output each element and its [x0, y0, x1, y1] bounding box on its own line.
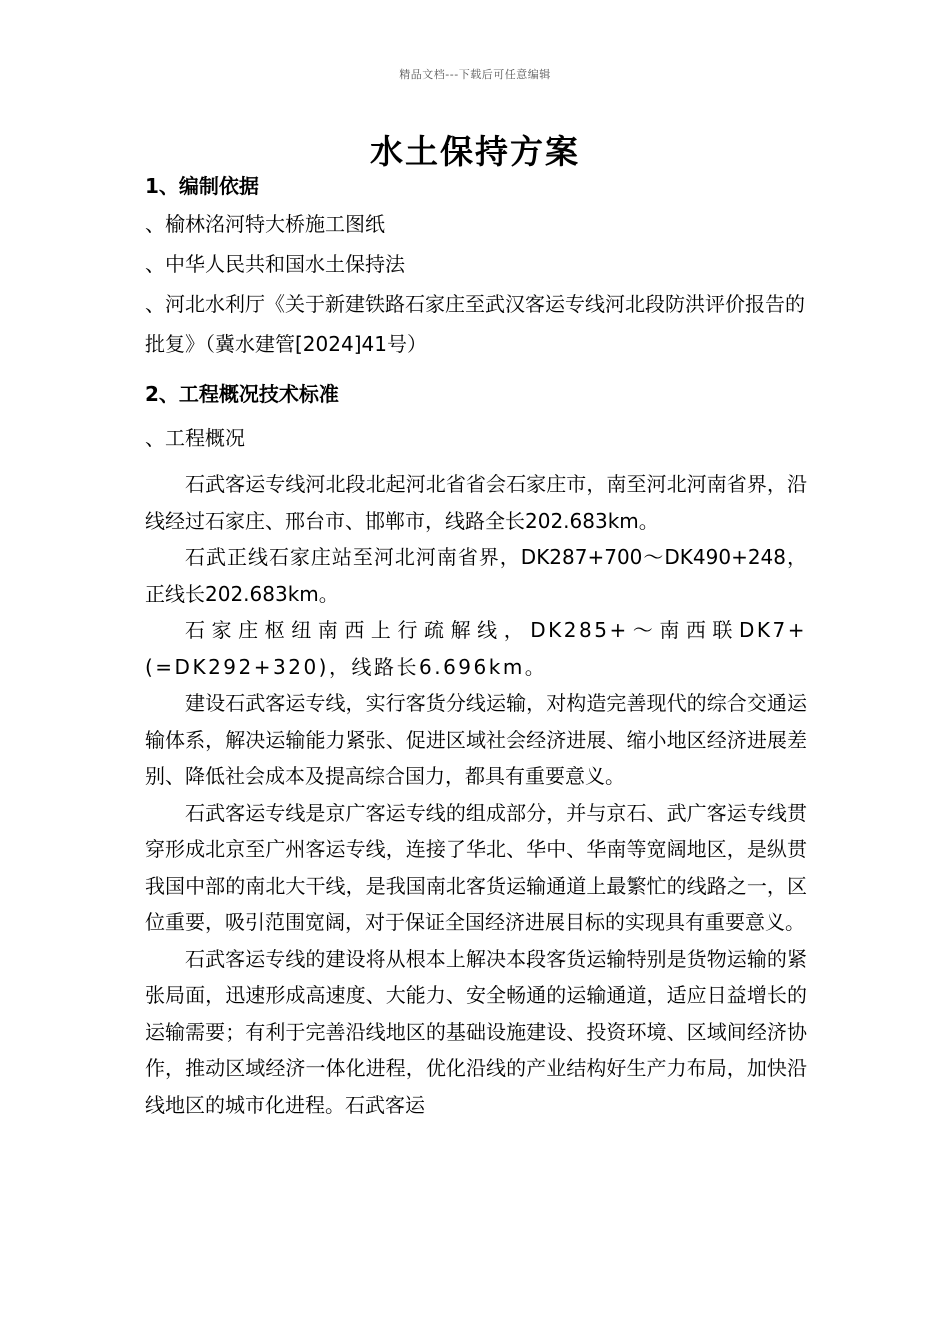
section-heading-2: 2、工程概况技术标准: [145, 382, 339, 406]
overview-paragraph-5: 石武客运专线是京广客运专线的组成部分，并与京石、武广客运专线贯穿形成北京至广州客运专线，连接了华北、华中、华南等宽阔地区，是纵贯我国中部的南北大干线，是我国南北客货运输通道上最繁忙的线路之一，区位重要，吸引范围宽阔，对于保证全国经济进展目标的实现具有重要意义。: [145, 800, 807, 934]
overview-paragraph-6: 石武客运专线的建设将从根本上解决本段客货运输特别是货物运输的紧张局面，迅速形成高速度、大能力、安全畅通的运输通道，适应日益增长的运输需要；有利于完善沿线地区的基础设施建设、投资环境、区域间经济协作，推动区域经济一体化进程，优化沿线的产业结构好生产力布局，加快沿线地区的城市化进程。石武客运: [145, 946, 807, 1117]
basis-item-3: 、河北水利厅《关于新建铁路石家庄至武汉客运专线河北段防洪评价报告的批复》（冀水建管[2024]41号）: [145, 292, 805, 356]
overview-paragraph-1: 石武客运专线河北段北起河北省省会石家庄市，南至河北河南省界，沿线经过石家庄、邢台市、邯郸市，线路全长202.683km。: [145, 472, 807, 533]
overview-subheading: 、工程概况: [145, 426, 245, 450]
basis-item-2: 、中华人民共和国水土保持法: [145, 252, 405, 276]
overview-paragraph-2: 石武正线石家庄站至河北河南省界，DK287+700～DK490+248，正线长202.683km。: [145, 545, 807, 606]
overview-paragraph-4: 建设石武客运专线，实行客货分线运输，对构造完善现代的综合交通运输体系，解决运输能力紧张、促进区域社会经济进展、缩小地区经济进展差别、降低社会成本及提高综合国力，都具有重要意义。: [145, 691, 807, 788]
document-body: [145, 168, 807, 1123]
header-note: 精品文档---下载后可任意编辑: [399, 68, 551, 81]
section-heading-1: 1、编制依据: [145, 174, 259, 198]
overview-paragraph-3: 石家庄枢纽南西上行疏解线，DK285+～南西联DK7+(=DK292+320)，线路长6.696km。: [145, 618, 807, 679]
basis-item-1: 、榆林洺河特大桥施工图纸: [145, 212, 385, 236]
document-title: 水土保持方案: [370, 132, 580, 171]
